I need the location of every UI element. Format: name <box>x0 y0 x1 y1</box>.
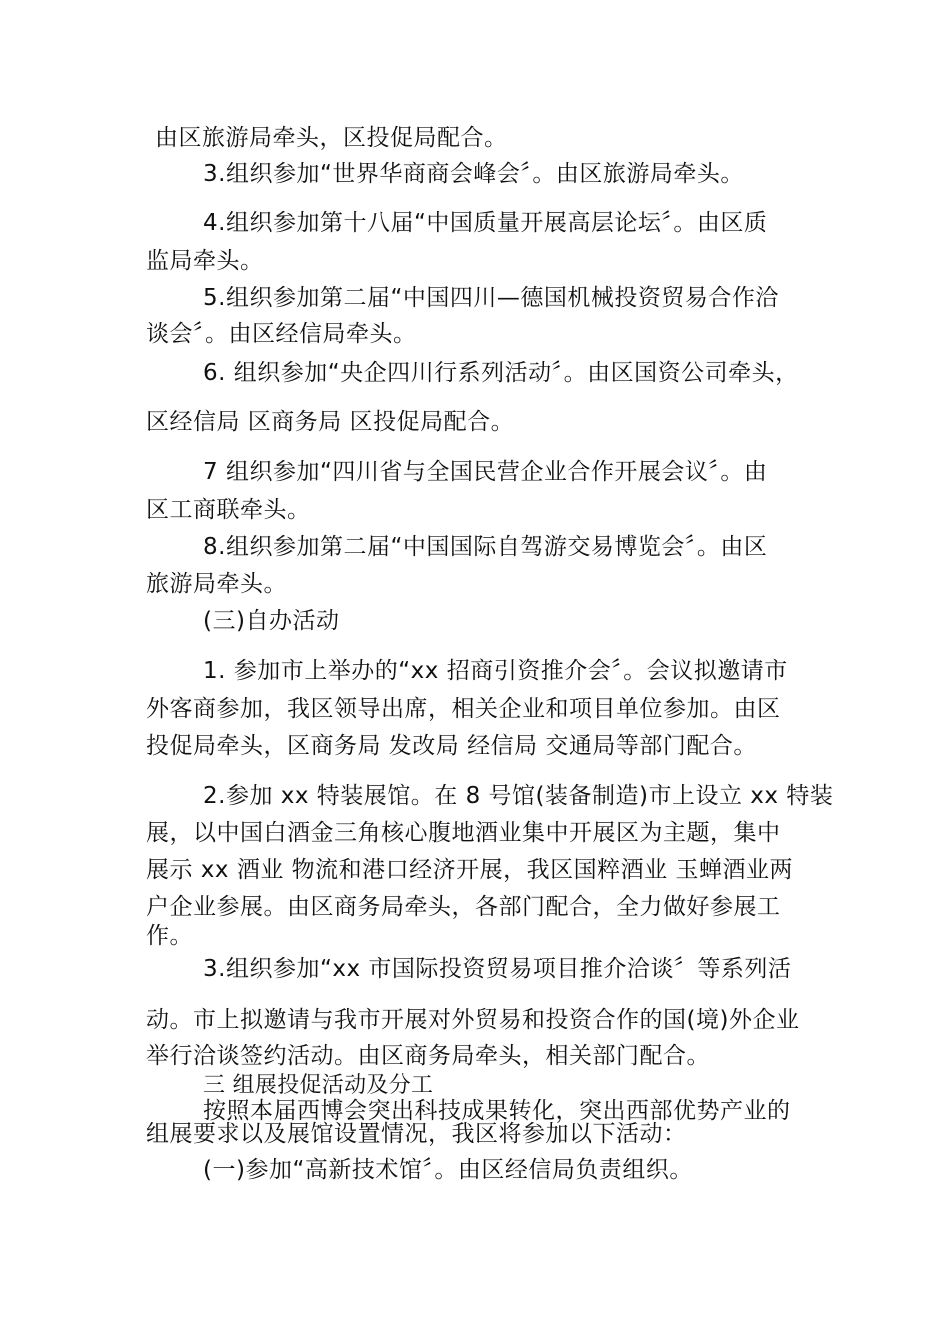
text-line: 5.组织参加第二届“中国四川—德国机械投资贸易合作洽 <box>203 285 779 311</box>
text-line: 由区旅游局牵头，区投促局配合。 <box>155 125 508 151</box>
text-line: 1. 参加市上举办的“xx 招商引资推介会〞。会议拟邀请市 <box>203 658 788 684</box>
text-line: 外客商参加，我区领导出席，相关企业和项目单位参加。由区 <box>146 696 781 722</box>
text-line: 6. 组织参加“央企四川行系列活动〞。由区国资公司牵头， <box>203 360 799 386</box>
section-heading: 三 组展投促活动及分工 <box>203 1073 434 1098</box>
text-line: 举行洽谈签约活动。由区商务局牵头，相关部门配合。 <box>146 1043 710 1069</box>
text-line: 作。 <box>146 923 193 949</box>
text-line: 展，以中国白酒金三角核心腹地酒业集中开展区为主题，集中 <box>146 820 781 846</box>
text-line: 户企业参展。由区商务局牵头，各部门配合，全力做好参展工 <box>146 894 781 920</box>
text-line: (一)参加“高新技术馆〞。由区经信局负责组织。 <box>203 1157 693 1183</box>
text-line: 区工商联牵头。 <box>146 497 311 523</box>
text-line: 7 组织参加“四川省与全国民营企业合作开展会议〞。由 <box>203 459 768 485</box>
text-line: 组展要求以及展馆设置情况，我区将参加以下活动： <box>146 1121 687 1147</box>
text-line: 2.参加 xx 特装展馆。在 8 号馆(装备制造)市上设立 xx 特装 <box>203 783 834 809</box>
section-heading: (三)自办活动 <box>203 608 340 634</box>
text-line: 按照本届西博会突出科技成果转化，突出西部优势产业的 <box>203 1098 791 1124</box>
text-line: 动。市上拟邀请与我市开展对外贸易和投资合作的国(境)外企业 <box>146 1007 800 1033</box>
text-line: 8.组织参加第二届“中国国际自驾游交易博览会〞。由区 <box>203 534 768 560</box>
text-line: 4.组织参加第十八届“中国质量开展高层论坛〞。由区质 <box>203 210 768 236</box>
text-line: 旅游局牵头。 <box>146 571 287 597</box>
text-line: 谈会〞。由区经信局牵头。 <box>146 321 417 347</box>
text-line: 3.组织参加“世界华商商会峰会〞。由区旅游局牵头。 <box>203 161 744 187</box>
text-line: 投促局牵头，区商务局 发改局 经信局 交通局等部门配合。 <box>146 733 757 759</box>
text-line: 3.组织参加“xx 市国际投资贸易项目推介洽谈〞等系列活 <box>203 956 792 982</box>
text-line: 监局牵头。 <box>146 248 264 274</box>
text-line: 展示 xx 酒业 物流和港口经济开展，我区国粹酒业 玉蝉酒业两 <box>146 857 793 883</box>
text-line: 区经信局 区商务局 区投促局配合。 <box>146 409 515 435</box>
